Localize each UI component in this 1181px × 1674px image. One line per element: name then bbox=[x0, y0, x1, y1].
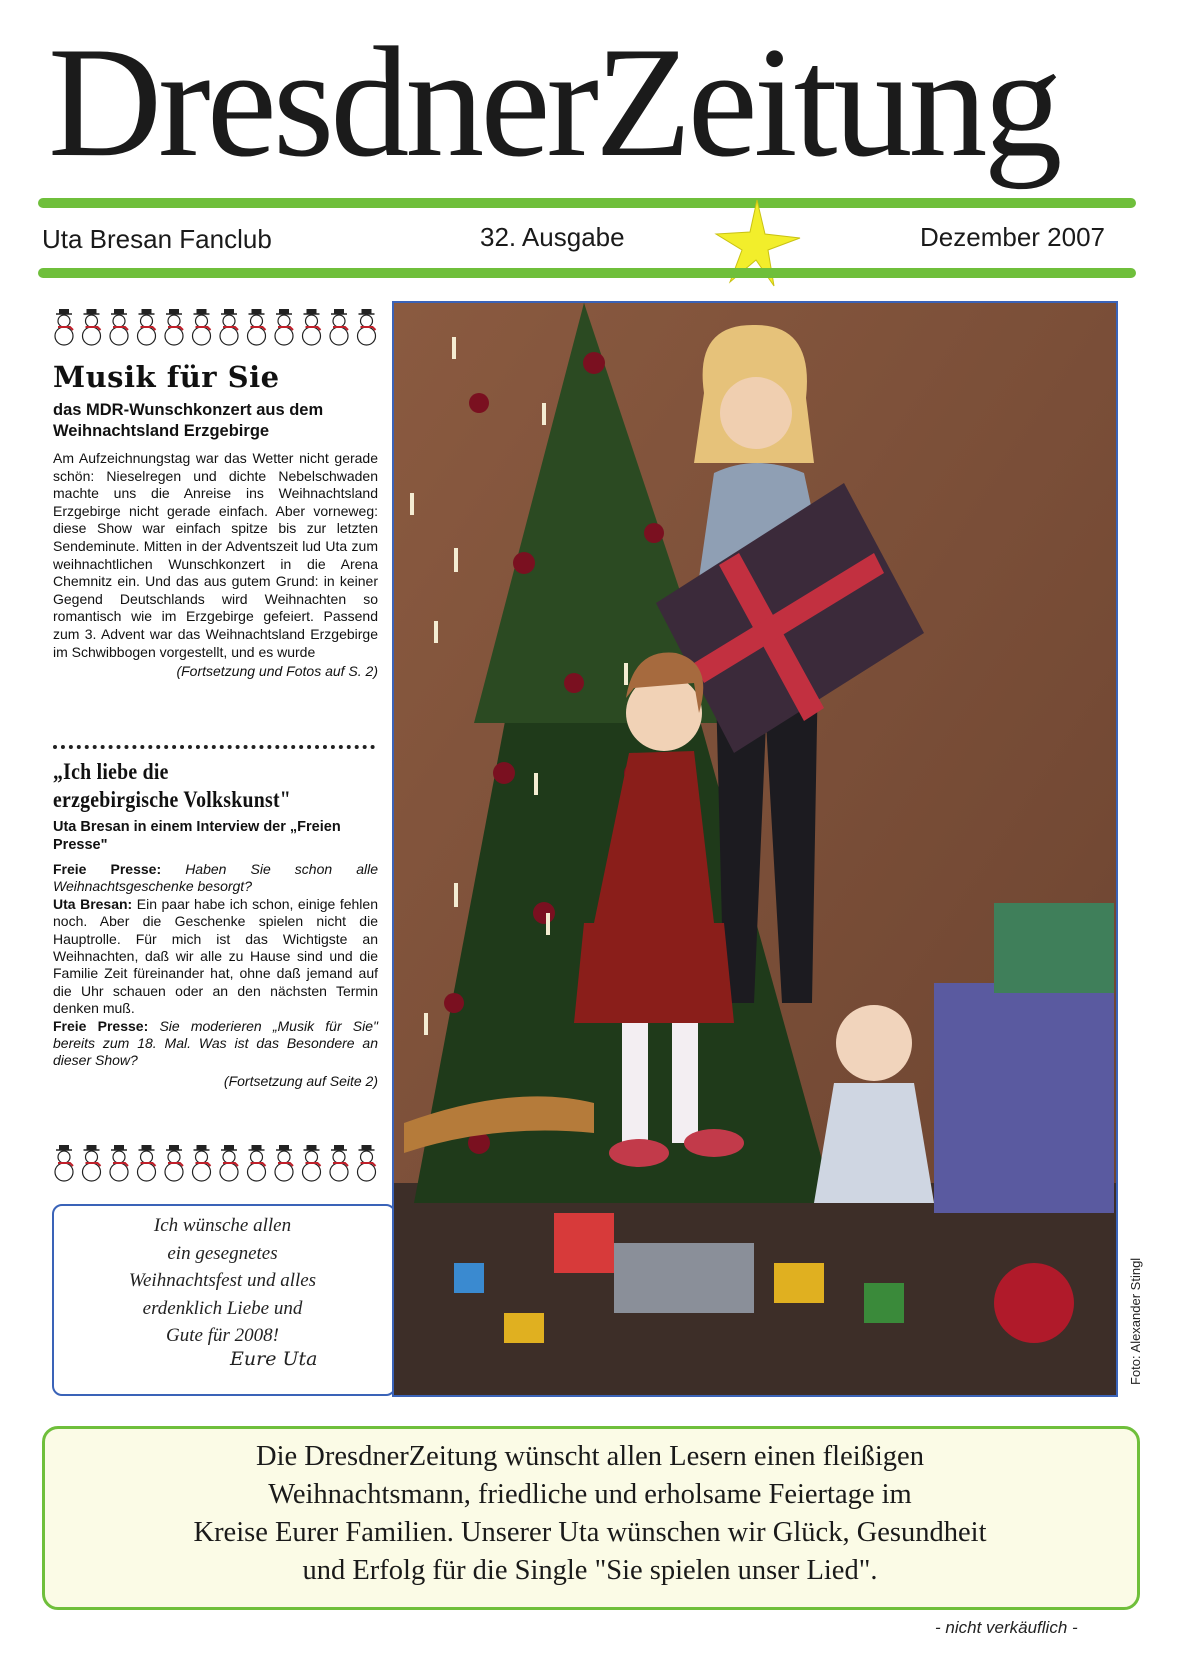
lead-continued-note: (Fortsetzung und Fotos auf S. 2) bbox=[176, 663, 378, 680]
interview-headline bbox=[53, 758, 333, 814]
snowman-border-bottom bbox=[50, 1142, 385, 1184]
snowman-icon bbox=[248, 309, 266, 345]
top-rule bbox=[38, 198, 1136, 208]
snowman-border-top bbox=[50, 306, 385, 348]
interview-body bbox=[53, 861, 378, 1090]
snowman-icon bbox=[248, 1145, 266, 1181]
interview-headline-line1: „Ich liebe die bbox=[53, 759, 169, 784]
snowman-icon bbox=[220, 309, 238, 345]
greeting-line: Ich wünsche allen bbox=[153, 1215, 292, 1236]
not-for-sale-notice: - nicht verkäuflich - bbox=[935, 1618, 1078, 1637]
question-2-speaker: Freie Presse: bbox=[53, 1017, 149, 1034]
lead-subheadline: das MDR-Wunschkonzert aus dem Weihnachtsland Erzgebirge bbox=[53, 401, 324, 440]
snowman-icon bbox=[303, 1145, 321, 1181]
snowman-icon bbox=[330, 1145, 348, 1181]
answer-1-text: Ein paar habe ich schon, einige fehlen noch. Aber die Geschenke spielen nicht die Hauptrolle. Für mich ist das Wichtigste an Weihnachten, daß wir alle zu Hause sind und die Familie Zeit füreinander hat, ohne daß jemand auf die Uhr schauen oder an den nächsten Termin denken muß. bbox=[53, 895, 378, 1017]
snowman-icon bbox=[55, 309, 73, 345]
greeting-line: Weihnachtsfest und alles bbox=[128, 1270, 317, 1291]
answer-1-speaker: Uta Bresan: bbox=[53, 895, 133, 912]
banner-line: Weihnachtsmann, friedliche und erholsame Feiertage im bbox=[268, 1479, 912, 1510]
masthead-title: DresdnerZeitung bbox=[48, 15, 1059, 190]
banner-line: und Erfolg für die Single "Sie spielen unser Lied". bbox=[302, 1555, 878, 1586]
snowman-icon bbox=[193, 309, 211, 345]
question-1-text: Haben Sie schon alle Weihnachtsgeschenke besorgt? bbox=[53, 861, 379, 895]
issue-number: 32. Ausgabe bbox=[480, 222, 625, 252]
snowman-icon bbox=[83, 1145, 101, 1181]
banner-line: Die DresdnerZeitung wünscht allen Lesern einen fleißigen bbox=[256, 1441, 924, 1472]
snowman-icon bbox=[358, 1145, 376, 1181]
snowman-icon bbox=[165, 309, 183, 345]
snowman-icon bbox=[303, 309, 321, 345]
snowman-icon bbox=[110, 1145, 128, 1181]
snowman-icon bbox=[275, 309, 293, 345]
club-name: Uta Bresan Fanclub bbox=[42, 224, 272, 254]
snowman-icon bbox=[275, 1145, 293, 1181]
snowman-icon bbox=[83, 309, 101, 345]
lead-headline: Musik für Sie bbox=[53, 360, 280, 394]
snowman-icon bbox=[138, 309, 156, 345]
snowman-icon bbox=[138, 1145, 156, 1181]
greeting-text bbox=[60, 1212, 385, 1350]
snowman-icon bbox=[358, 309, 376, 345]
interview-continued-note: (Fortsetzung auf Seite 2) bbox=[223, 1072, 378, 1089]
photo-credit: Foto: Alexander Stingl bbox=[1128, 1257, 1143, 1385]
holiday-banner-text bbox=[60, 1438, 1120, 1590]
bottom-rule bbox=[38, 268, 1136, 278]
question-1-speaker: Freie Presse: bbox=[53, 861, 162, 877]
greeting-line: erdenklich Liebe und bbox=[142, 1297, 303, 1319]
greeting-line: Gute für 2008! bbox=[166, 1325, 279, 1346]
interview-headline-line2: erzgebirgische Volkskunst" bbox=[53, 787, 292, 812]
snowman-icon bbox=[220, 1145, 238, 1181]
snowman-icon bbox=[55, 1145, 73, 1181]
snowman-icon bbox=[165, 1145, 183, 1181]
question-2-text: Sie moderieren „Musik für Sie" bereits zum 18. Mal. Was ist das Besondere an dieser Show? bbox=[53, 1017, 378, 1069]
interview-subheadline: Uta Bresan in einem Interview der „Freien Presse" bbox=[53, 819, 341, 853]
greeting-signature: Eure Uta bbox=[230, 1348, 318, 1370]
snowman-icon bbox=[110, 309, 128, 345]
christmas-photo bbox=[392, 301, 1118, 1397]
snowman-icon bbox=[193, 1145, 211, 1181]
dotted-divider bbox=[53, 745, 375, 749]
banner-line: Kreise Eurer Familien. Unserer Uta wünschen wir Glück, Gesundheit bbox=[193, 1517, 987, 1548]
snowman-icon bbox=[330, 309, 348, 345]
lead-body-text: Am Aufzeichnungstag war das Wetter nicht gerade schön: Nieselregen und dichte Nebelschwaden machte uns die Anreise ins Weihnachtsland Erzgebirge nicht gerade einfach. Aber vorneweg: diese Show war einfach spitze bis zur letzten Sendeminute. Mitten in der Adventszeit lud Uta zum weihnachtlichen Wunschkonzert in die Arena Chemnitz ein. Und das aus gutem Grund: in keiner Gegend Deutschlands wird Weihnachten so romantisch wie im Erzgebirge gefeiert. Passend zum 3. Advent war das Weihnachtsland Erzgebirge im Schwibbogen vorgestellt, und es wurde bbox=[53, 450, 378, 660]
lead-article-body bbox=[53, 450, 378, 681]
issue-date: Dezember 2007 bbox=[920, 222, 1105, 252]
greeting-line: ein gesegnetes bbox=[167, 1242, 278, 1264]
